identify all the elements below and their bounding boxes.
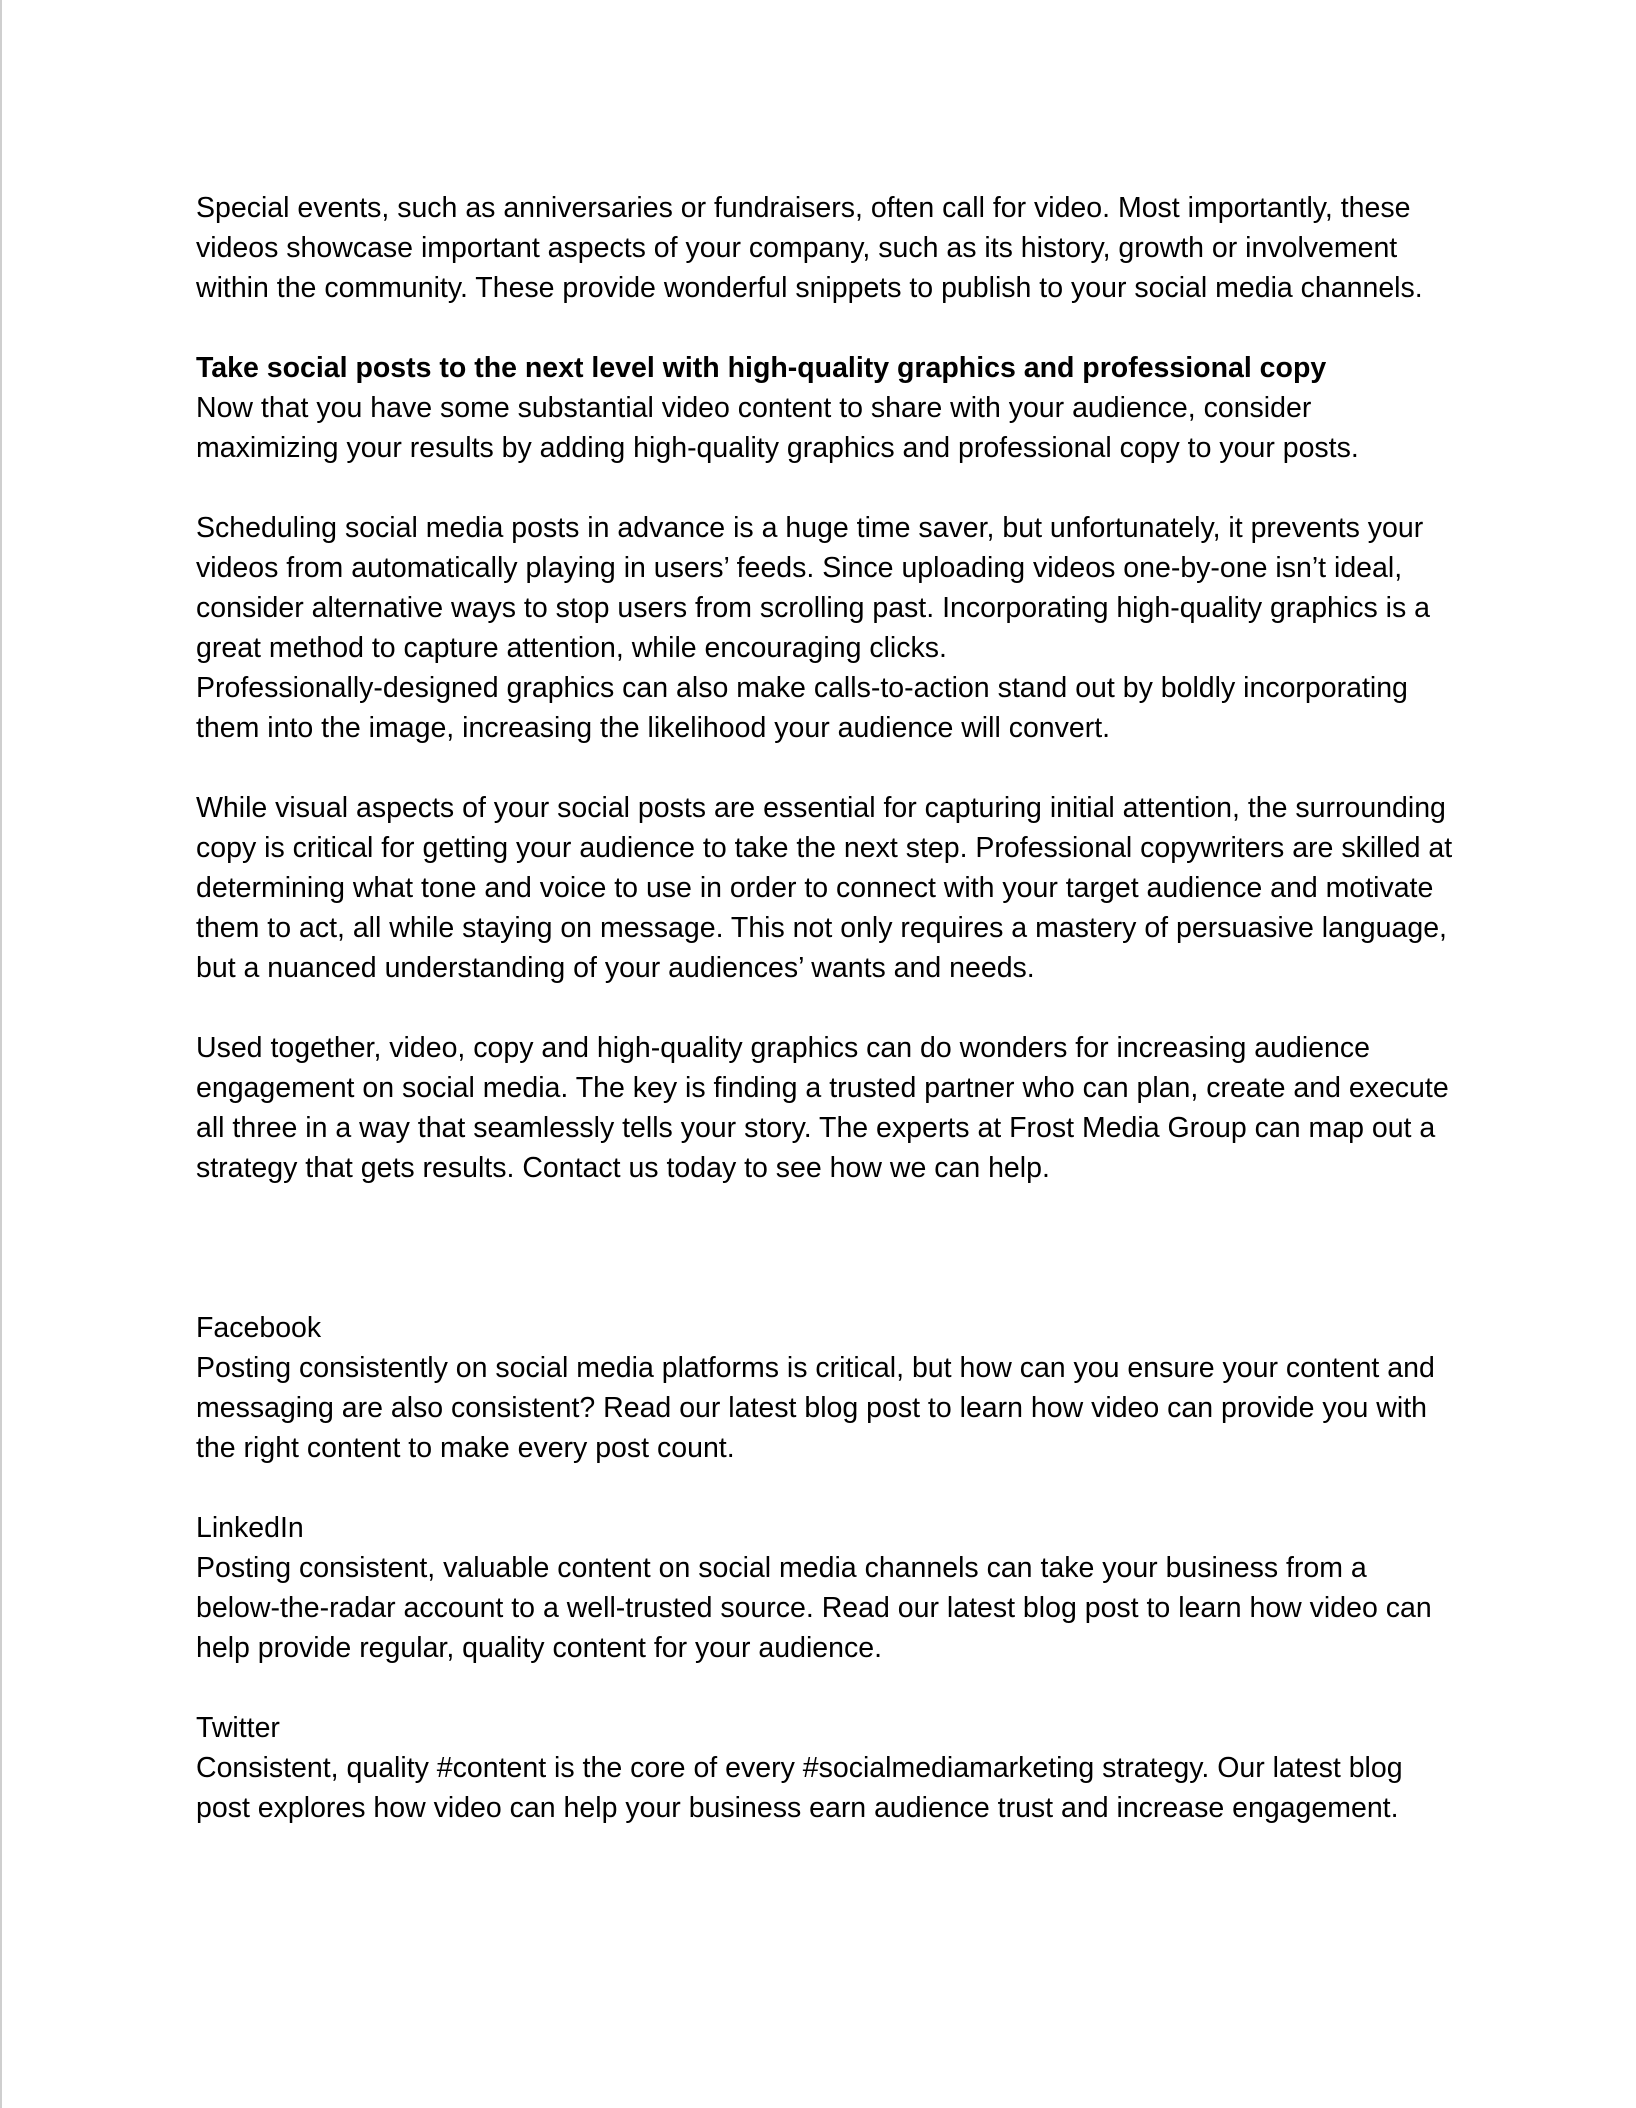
spacer bbox=[196, 1188, 1456, 1308]
page-edge-divider bbox=[0, 0, 2, 2108]
social-post-platform: LinkedIn bbox=[196, 1512, 304, 1544]
section-heading: Take social posts to the next level with high-quality graphics and professional copy bbox=[196, 352, 1327, 384]
social-post-text: Posting consistently on social media platforms is critical, but how can you ensure your content and messaging are also consistent? Read our latest blog post to learn how video can provide you with the right content to make every post count. bbox=[196, 1352, 1435, 1464]
section-paragraph: Scheduling social media posts in advance is a huge time saver, but unfortunately, it prevents your videos from automatically playing in users’ feeds. Since uploading videos one-by-one isn’t ideal, consider alternative ways to stop users from scrolling past. Incorporating high-quality graphics is a great method to capture attention, while encouraging clicks. bbox=[196, 512, 1431, 664]
section-paragraph: Used together, video, copy and high-quality graphics can do wonders for increasing audience engagement on social media. The key is finding a trusted partner who can plan, create and execute all three in a way that seamlessly tells your story. The experts at Frost Media Group can map out a strategy that gets results. Contact us today to see how we can help. bbox=[196, 1032, 1449, 1184]
social-post-twitter bbox=[196, 1708, 1456, 1828]
social-post-text: Posting consistent, valuable content on social media channels can take your business from a below-the-radar account to a well-trusted source. Read our latest blog post to learn how video can help provide regular, quality content for your audience. bbox=[196, 1552, 1432, 1664]
social-post-platform: Twitter bbox=[196, 1712, 280, 1744]
section-paragraph: Professionally-designed graphics can also make calls-to-action stand out by boldly incorporating them into the image, increasing the likelihood your audience will convert. bbox=[196, 672, 1408, 744]
social-post-platform: Facebook bbox=[196, 1312, 322, 1344]
document-body bbox=[196, 188, 1456, 1828]
section-paragraph-2-block bbox=[196, 508, 1456, 748]
social-post-text: Consistent, quality #content is the core of every #socialmediamarketing strategy. Our latest blog post explores how video can help your business earn audience trust and increase engagement. bbox=[196, 1752, 1403, 1824]
social-post-linkedin bbox=[196, 1508, 1456, 1668]
section-paragraph: While visual aspects of your social posts are essential for capturing initial attention, the surrounding copy is critical for getting your audience to take the next step. Professional copywriters are skilled at determining what tone and voice to use in order to connect with your target audience and motivate them to act, all while staying on message. This not only requires a mastery of persuasive language, but a nuanced understanding of your audiences’ wants and needs. bbox=[196, 792, 1453, 984]
social-post-facebook bbox=[196, 1308, 1456, 1468]
section-block bbox=[196, 348, 1456, 468]
intro-paragraph: Special events, such as anniversaries or fundraisers, often call for video. Most importantly, these videos showcase important aspects of your company, such as its history, growth or involvement within the community. These provide wonderful snippets to publish to your social media channels. bbox=[196, 192, 1423, 304]
section-paragraph: Now that you have some substantial video content to share with your audience, consider maximizing your results by adding high-quality graphics and professional copy to your posts. bbox=[196, 392, 1359, 464]
